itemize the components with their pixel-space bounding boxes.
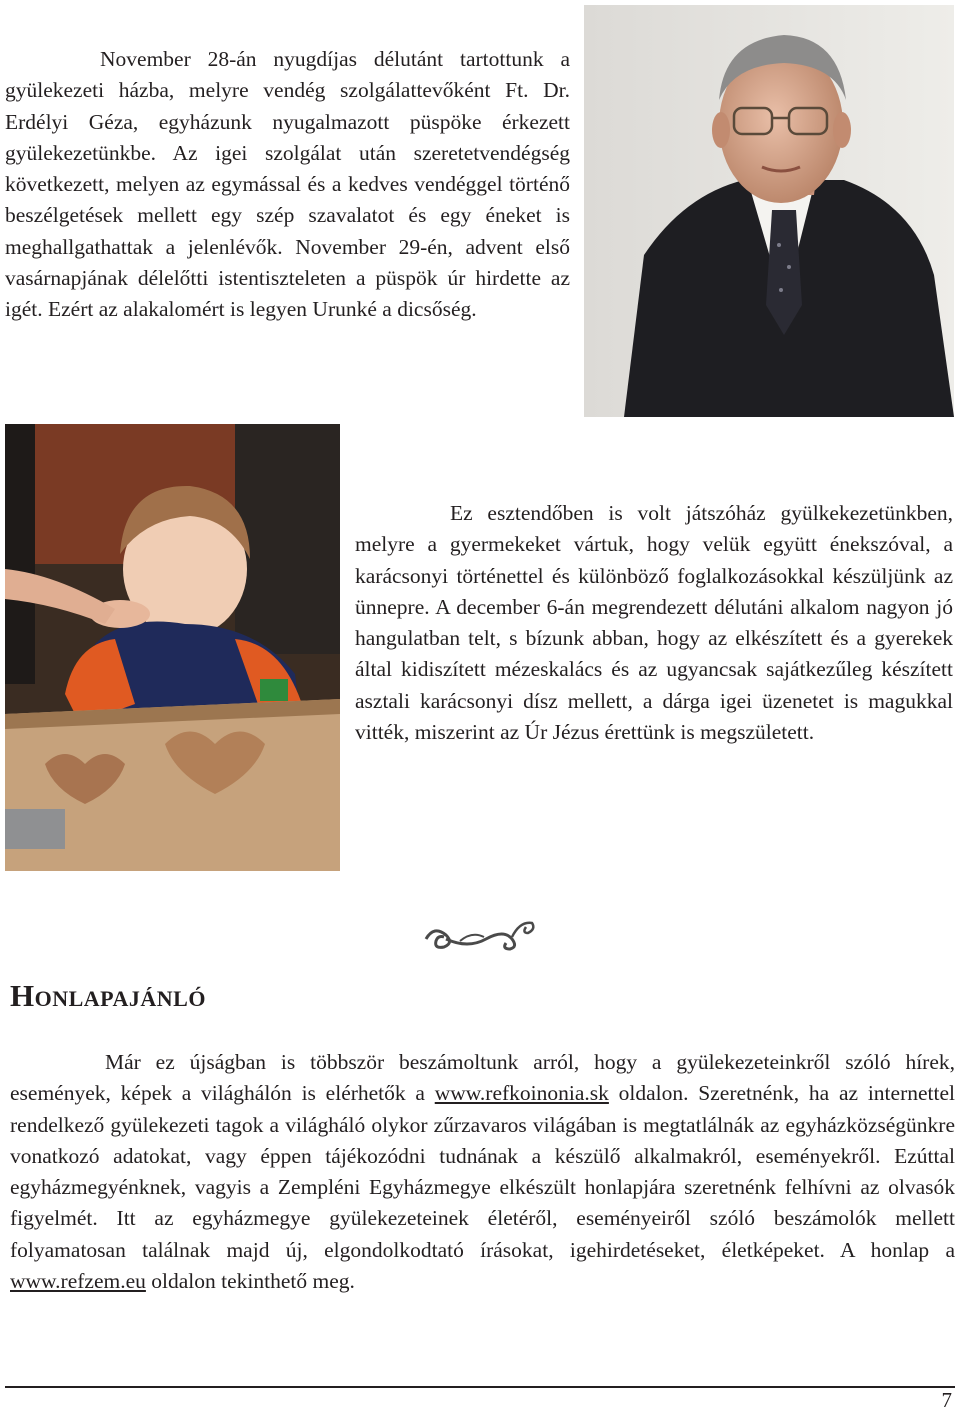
article-1-text: November 28-án nyugdíjas délutánt tartottunk a gyülekezeti házba, melyre vendég szolgálattevőként Ft. Dr. Erdélyi Géza, egyházunk nyugalmazott püspöke érkezett gyülekezetünkbe. Az igei szolgálat után szeretetvendégség következett, melyen az egymással és a kedves vendéggel történő beszélgetések mellett egy szép szavalatot és egy éneket is meghallgathattak a jelenlévők. November 29-én, advent első vasárnapjának délelőtti istentiszteleten a püspök úr hirdette az igét. Ezért az alakalomért is legyen Urunké a dicsőség. xyxy=(5,47,570,322)
bishop-photo xyxy=(584,5,954,417)
article-1-paragraph xyxy=(5,44,570,326)
child-baking-photo xyxy=(5,424,340,871)
article-2-paragraph xyxy=(355,498,953,748)
article-2-text: Ez esztendőben is volt játszóház gyülkekezetünkben, melyre a gyermekeket vártuk, hogy velük együtt énekszóval, a karácsonyi történettel és különböző foglalkozásokkal készüljünk az ünnepre. A december 6-án megrendezett délutáni alkalom nagyon jó hangulatban telt, s bízunk abban, hogy az elkészített és a gyerekek által kidiszített mézeskalács és az ugyancsak sajátkezűleg készített asztali karácsonyi dísz mellett, a dárga igei üzenetet is magukkal vitték, miszerint az Úr Jézus érettünk is megszületett. xyxy=(355,501,953,745)
flourish-ornament-icon xyxy=(420,915,538,957)
page-number: 7 xyxy=(941,1388,952,1412)
section-text-part-3: oldalon tekinthető meg. xyxy=(145,1269,355,1294)
section-paragraph xyxy=(10,1047,955,1297)
footer-divider xyxy=(5,1386,955,1388)
refzem-link[interactable]: www.refzem.eu xyxy=(10,1269,146,1294)
section-text-part-2: oldalon. Szeretnénk, ha az internettel rendelkező gyülekezeti tagok a világháló olykor zűrzavaros világában is megtatlálnák az egyházközségünkre vonatkozó adatokat, vagy éppen tájékozódni tudnának a készülő alkalmakról, eseményekről. Ezúttal egyházmegyénknek, vagyis a Zempléni Egyházmegye elkészült honlapjára szeretnénk felhívni az olvasók figyelmét. Itt az egyházmegye gyülekezeteinek életéről, eseményeiről szóló beszámolók mellett folyamatosan találnak majd új, elgondolkodtató írásokat, igehirdetéseket, életképeket. A honlap a xyxy=(10,1081,955,1262)
section-text xyxy=(10,1047,955,1297)
section-text-part-1: Már ez újságban is többször beszámoltunk arról, hogy a gyülekezeteinkről szóló hírek, események, képek a világhálón is elérhetők a xyxy=(10,1050,955,1106)
section-heading: Honlapajánló xyxy=(10,978,206,1013)
refkoinonia-link[interactable]: www.refkoinonia.sk xyxy=(434,1081,609,1106)
